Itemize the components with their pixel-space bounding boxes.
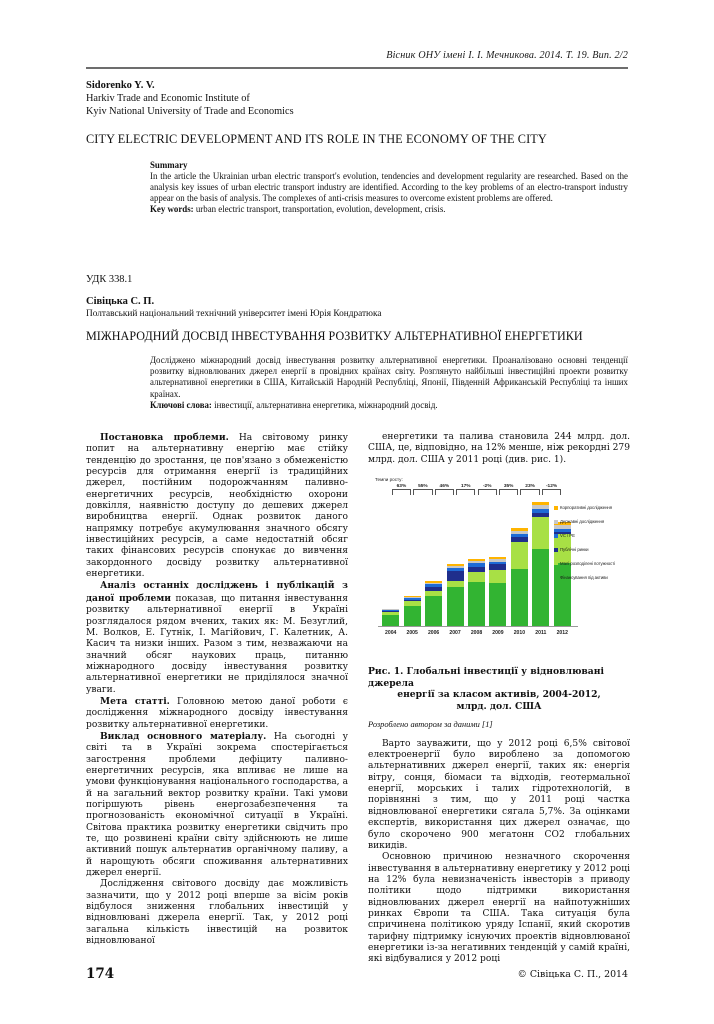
chart-bar-segment — [532, 549, 549, 626]
chart-bar-segment — [489, 570, 506, 582]
growth-bracket — [520, 489, 539, 495]
summary-heading: Summary — [150, 159, 188, 170]
figure-caption-line-1: Рис. 1. Глобальні інвестиції у відновлювані джерела — [368, 666, 604, 689]
chart-bar-segment — [447, 587, 464, 626]
english-author: Sidorenko Y. V. — [86, 80, 155, 91]
figure-source-note: Розроблено автором за даними [1] — [368, 720, 493, 730]
chart-bar-segment — [489, 583, 506, 627]
english-article-title: CITY ELECTRIC DEVELOPMENT AND ITS ROLE IN THE ECONOMY OF THE CITY — [86, 131, 547, 146]
x-axis-tick-label: 2005 — [406, 630, 418, 637]
chart-legend — [554, 502, 632, 586]
body-paragraph — [368, 432, 630, 466]
chart-bar — [404, 596, 421, 626]
legend-color-swatch — [554, 575, 558, 579]
figure-caption-line-2: енергії за класом активів, 2004-2012, — [397, 689, 601, 701]
chart-bar-segment — [425, 596, 442, 626]
growth-bracket — [542, 489, 561, 495]
x-axis-tick-label: 2008 — [470, 630, 483, 637]
x-axis-tick-label: 2009 — [492, 630, 504, 637]
body-column-left — [86, 432, 348, 947]
chart-bar-segment — [447, 571, 464, 580]
legend-item-label: Державні дослідження — [560, 518, 605, 524]
growth-bracket — [413, 489, 432, 495]
english-affiliation-line-2: Kyiv National University of Trade and Economics — [86, 106, 294, 118]
copyright-notice: © Сівіцька С. П., 2014 — [517, 969, 628, 980]
body-paragraph — [86, 731, 348, 879]
ukrainian-affiliation: Полтавський національний технічний університет імені Юрія Кондратюка — [86, 309, 382, 319]
chart-bar — [468, 559, 485, 626]
figure-caption — [368, 666, 630, 712]
body-paragraph — [368, 852, 630, 965]
chart-bar — [425, 581, 442, 626]
growth-bracket — [499, 489, 518, 495]
legend-color-swatch — [554, 506, 558, 510]
legend-color-swatch — [554, 561, 558, 565]
growth-rate-value: 55% — [418, 484, 428, 490]
chart-bar-segment — [468, 582, 485, 626]
ukrainian-abstract — [150, 355, 628, 411]
growth-rate-value: 46% — [439, 484, 450, 490]
body-paragraph — [368, 739, 630, 852]
legend-item-label: Малі розподілені потужності — [560, 560, 616, 566]
ukrainian-author: Сівіцька С. П. — [86, 296, 155, 307]
legend-item — [554, 516, 632, 527]
ukrainian-article-title: МІЖНАРОДНИЙ ДОСВІД ІНВЕСТУВАННЯ РОЗВИТКУ АЛЬТЕРНАТИВНОЇ ЕНЕРГЕТИКИ — [86, 329, 583, 343]
growth-rate-values — [380, 481, 585, 489]
chart-bar-segment — [532, 517, 549, 549]
x-axis-tick-label: 2004 — [385, 630, 397, 637]
header-rule — [86, 67, 628, 69]
english-affiliation-line-1: Harkiv Trade and Economic Institute of — [86, 93, 250, 105]
chart-plot-area — [380, 498, 573, 626]
growth-rate-value: 17% — [460, 484, 471, 490]
chart-bar-segment — [511, 569, 528, 626]
growth-rate-value: 35% — [503, 484, 514, 490]
legend-color-swatch — [554, 534, 558, 538]
legend-color-swatch — [554, 520, 558, 524]
keywords-label: Key words: — [150, 203, 194, 214]
x-axis-tick-label: 2011 — [535, 630, 547, 637]
growth-rate-value: -2% — [482, 484, 492, 490]
legend-item — [554, 502, 632, 513]
x-axis-tick-label: 2006 — [427, 630, 440, 637]
legend-item-label: Фінансування під активи — [560, 574, 608, 580]
running-head: Вісник ОНУ імені І. І. Мечникова. 2014. Т. 19. Вип. 2/2 — [386, 50, 628, 61]
growth-bracket — [456, 489, 475, 495]
chart-bar — [532, 502, 549, 626]
paragraph-text: Основною причиною незначного скорочення інвестування в альтернативну енергетику у 2012 році на 12% була невизначеність інвесторів з приводу політики щодо підтримки використання відновлюваних джерел енергії на найпотужніших ринках Європи та США. Така ситуація була спричинена політикою уряду Іспанії, який скоротив тарифну підтримку існуючих проектів відновлюваної енергетики із-за негативних тенденцій у самій країні, які відбувалися у 2012 році — [368, 852, 630, 965]
growth-rate-value: 63% — [396, 484, 407, 490]
paragraph-run-in-heading: Мета статті. — [100, 695, 170, 707]
udk-code: УДК 338.1 — [86, 274, 133, 285]
chart-bar-segment — [511, 542, 528, 568]
chart-bar — [511, 528, 528, 626]
growth-bracket — [392, 489, 411, 495]
figure-1 — [368, 472, 630, 731]
legend-item — [554, 544, 632, 555]
chart-bar-segment — [382, 615, 399, 626]
legend-item — [554, 530, 632, 541]
x-axis-line — [378, 626, 578, 627]
body-column-right — [368, 432, 630, 966]
paragraph-run-in-heading: Постановка проблеми. — [100, 432, 229, 443]
legend-item-label: Корпоративні дослідження — [560, 505, 613, 511]
paragraph-run-in-heading: Виклад основного матеріалу. — [100, 730, 267, 742]
x-axis-tick-label: 2007 — [449, 630, 461, 637]
stacked-bar-chart — [368, 472, 630, 662]
legend-color-swatch — [554, 548, 558, 552]
body-paragraph — [86, 432, 348, 580]
growth-rate-label: Темпи росту: — [375, 477, 403, 483]
paragraph-text: показав, що питання інвестування розвитку альтернативної енергії в Україні розглядалося рядом вчених, таких як: М. Безуглий, М. Волков, Е. Гутнік, І. Магійович, Г. Калетник, А. Касич та низки інших. Разом з тим, незважаючи на значний обсяг наукових праць, питанню міжнародного досвіду інвестування розвитку альтернативної енергетики не приділялося значної уваги. — [86, 593, 348, 695]
growth-rate-value: -12% — [545, 484, 558, 490]
paragraph-text: Варто зауважити, що у 2012 році 6,5% світової електроенергії було вироблено за допомогою альтернативних джерел енергії, таких як: енергія вітру, сонця, біомаси та відходів, геотермальної енергії, морських і талих гідротехнологій, в порівнянні з тим, що у 2011 році частка відновлюваної енергетики сягала 5,7%. За оцінками експертів, використання цих джерел означає, що було скорочено 900 мегатонн CO2 глобальних викидів. — [368, 738, 630, 851]
chart-bar-segment — [404, 606, 421, 626]
x-axis-tick-label: 2012 — [556, 630, 568, 637]
growth-bracket — [435, 489, 454, 495]
chart-bar-segment — [468, 572, 485, 581]
chart-bar — [382, 609, 399, 626]
growth-rate-value: 23% — [525, 484, 535, 490]
paragraph-text: енергетики та палива становила 244 млрд. дол. США, це, відповідно, на 12% менше, ніж рекордні 279 млрд. дол. США у 2011 році (див. рис. 1). — [368, 432, 630, 465]
chart-bar — [447, 564, 464, 626]
paragraph-text: На світовому ринку попит на альтернативну енергію має стійку тенденцію до зростання, це пов'язано з обмеженістю ресурсів для отримання енергії із традиційних джерел, постійним подорожчанням паливно-енергетичних ресурсів, необхідністю охорони довкілля, наявністю доступу до дешевих джерел виробництва енергії. Однак розвиток даного напрямку потребує акумулювання значного обсягу інвестиційних ресурсів, а саме недостатній обсяг таких фінансових ресурсів спонукає до вивчення закордонного досвіду розвитку альтернативної енергетики. — [86, 433, 348, 580]
paragraph-text: На сьогодні у світі та в Україні зокрема спостерігається загострення проблеми дефіциту паливно-енергетичних ресурсів, яка впливає не лише на умови функціонування національного господарства, а й на загальний вектор розвитку країни. Такі умови погіршують рівень енергозабезпечення та прогнозованість економічної ситуації в Україні. Світова практика розвитку енергетики свідчить про те, що розвинені країни світу здійснюють не лише активний пошук альтернатив органічному паливу, а й нарощують обсяги споживання альтернативних джерел енергії. — [86, 731, 348, 879]
ukrainian-abstract-body: Досліджено міжнародний досвід інвестування розвитку альтернативної енергетики. Проаналізовано основні тенденції розвитку відновлюваних джерел енергії в провідних країнах світу. Розглянуто найбільші інвестиційні проекти розвитку альтернативної енергетики в США, Китайській Народній Республіці, Японії, Південній Африканській Республіці та інших країнах. — [150, 355, 628, 399]
body-paragraph — [86, 696, 348, 731]
legend-item-label: VC / PE — [560, 532, 575, 538]
ukrainian-keywords-label: Ключові слова: — [150, 399, 212, 410]
ukrainian-keywords-body: інвестиції, альтернативна енергетика, міжнародний досвід. — [211, 399, 438, 410]
legend-item-label: Публічні ринки — [560, 546, 589, 552]
growth-brackets — [380, 489, 585, 496]
legend-item — [554, 572, 632, 583]
paragraph-text: Дослідження світового досвіду дає можливість зазначити, що у 2012 році вперше за вісім років відбулося зниження глобальних інвестицій у відновлювані джерела енергії. Так, у 2012 році загальна кількість інвестицій на розвиток відновлюваної — [86, 879, 348, 947]
x-axis-tick-label: 2010 — [513, 630, 526, 637]
paragraph-run-in-heading: Аналіз останніх досліджень і публікацій з даної проблеми — [86, 580, 348, 604]
keywords-body: urban electric transport, transportation, evolution, development, crisis. — [193, 203, 446, 214]
english-summary — [150, 160, 628, 215]
english-header-block — [86, 79, 628, 215]
paragraph-text: Головною метою даної роботи є дослідження міжнародного досвіду інвестування розвитку альтернативної енергетики. — [86, 696, 348, 730]
summary-body: In the article the Ukrainian urban electric transport's evolution, tendencies and development regularity are researched. Based on the analysis key issues of urban electric transport industry are identified. According to the key problems of an electro-transport industry appear on the basis of analysis. The complexes of anti-crisis measures to overcome existent problems are offered. — [150, 170, 628, 203]
body-paragraph — [86, 879, 348, 947]
figure-caption-line-3: млрд. дол. США — [456, 700, 542, 712]
body-paragraph — [86, 580, 348, 695]
growth-bracket — [478, 489, 497, 495]
chart-bar — [489, 557, 506, 627]
x-axis-tick-labels — [380, 628, 573, 638]
page-number: 174 — [86, 966, 115, 982]
legend-item — [554, 558, 632, 569]
